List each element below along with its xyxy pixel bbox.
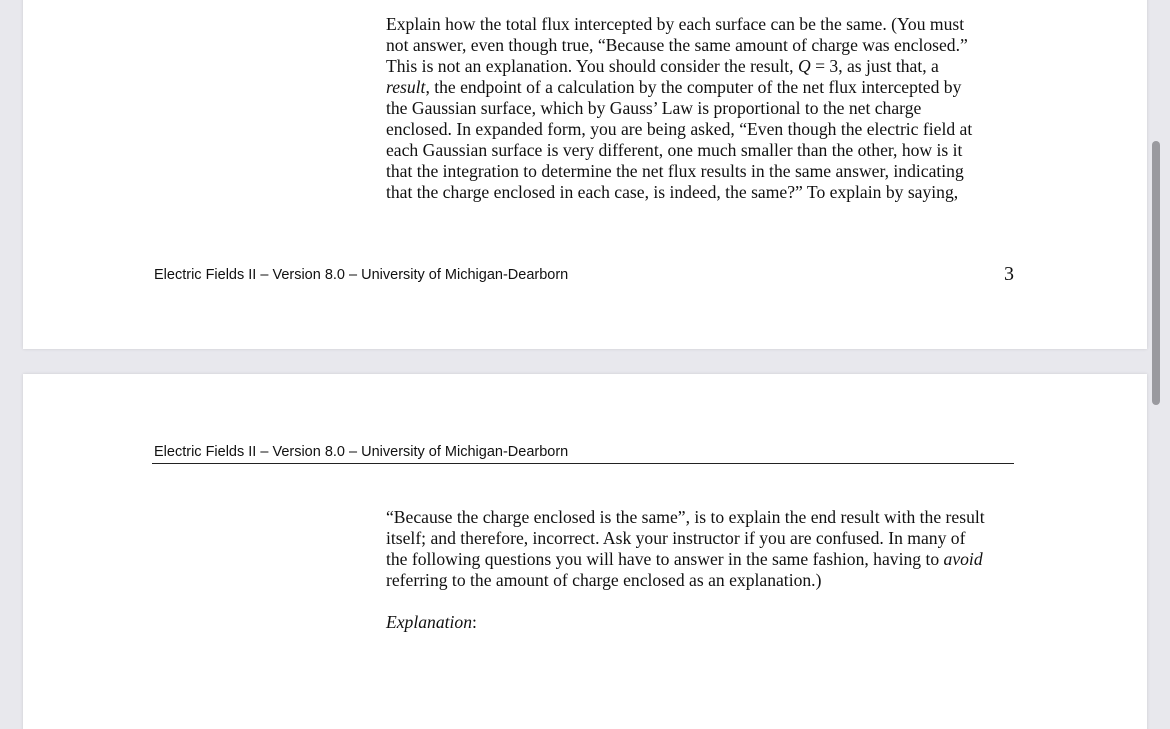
explanation-colon: : [472,612,477,632]
text-line [386,56,1014,77]
header-divider [152,463,1014,464]
text-line: itself; and therefore, incorrect. Ask your instructor if you are confused. In many of [386,528,966,548]
text-segment: = 3, as just that, a [810,56,939,76]
explanation-word: Explanation [386,612,473,632]
result-variable: Q [797,56,811,76]
page-number: 3 [1004,263,1014,285]
text-line: that the integration to determine the net flux results in the same answer, indicating [386,161,964,181]
text-line: referring to the amount of charge enclosed as an explanation.) [386,570,822,590]
page-4 [23,374,1147,729]
page-header: Electric Fields II – Version 8.0 – University of Michigan-Dearborn [154,444,569,460]
text-line [386,549,1014,570]
text-line [386,77,1014,98]
text-line: each Gaussian surface is very different, one much smaller than the other, how is it [386,140,963,160]
text-line: “Because the charge enclosed is the same”, is to explain the end result with the result [386,507,985,527]
text-line: not answer, even though true, “Because the same amount of charge was enclosed.” [386,35,968,55]
italic-word-avoid: avoid [943,549,983,569]
text-line: that the charge enclosed in each case, is indeed, the same?” To explain by saying, [386,182,959,202]
text-line: the Gaussian surface, which by Gauss’ Law is proportional to the net charge [386,98,922,118]
continuation-paragraph [386,507,1014,591]
page-3 [23,0,1147,349]
text-line: Explain how the total flux intercepted by each surface can be the same. (You must [386,14,965,34]
explanation-label [386,612,477,633]
scrollbar-thumb[interactable] [1152,141,1160,405]
text-segment: This is not an explanation. You should consider the result, [386,56,798,76]
text-segment: , the endpoint of a calculation by the computer of the net flux intercepted by [425,77,962,97]
question-paragraph [386,14,1014,203]
page-footer: Electric Fields II – Version 8.0 – University of Michigan-Dearborn [154,267,569,283]
text-segment: the following questions you will have to answer in the same fashion, having to [386,549,944,569]
text-line: enclosed. In expanded form, you are being asked, “Even though the electric field at [386,119,973,139]
italic-word-result: result [386,77,426,97]
